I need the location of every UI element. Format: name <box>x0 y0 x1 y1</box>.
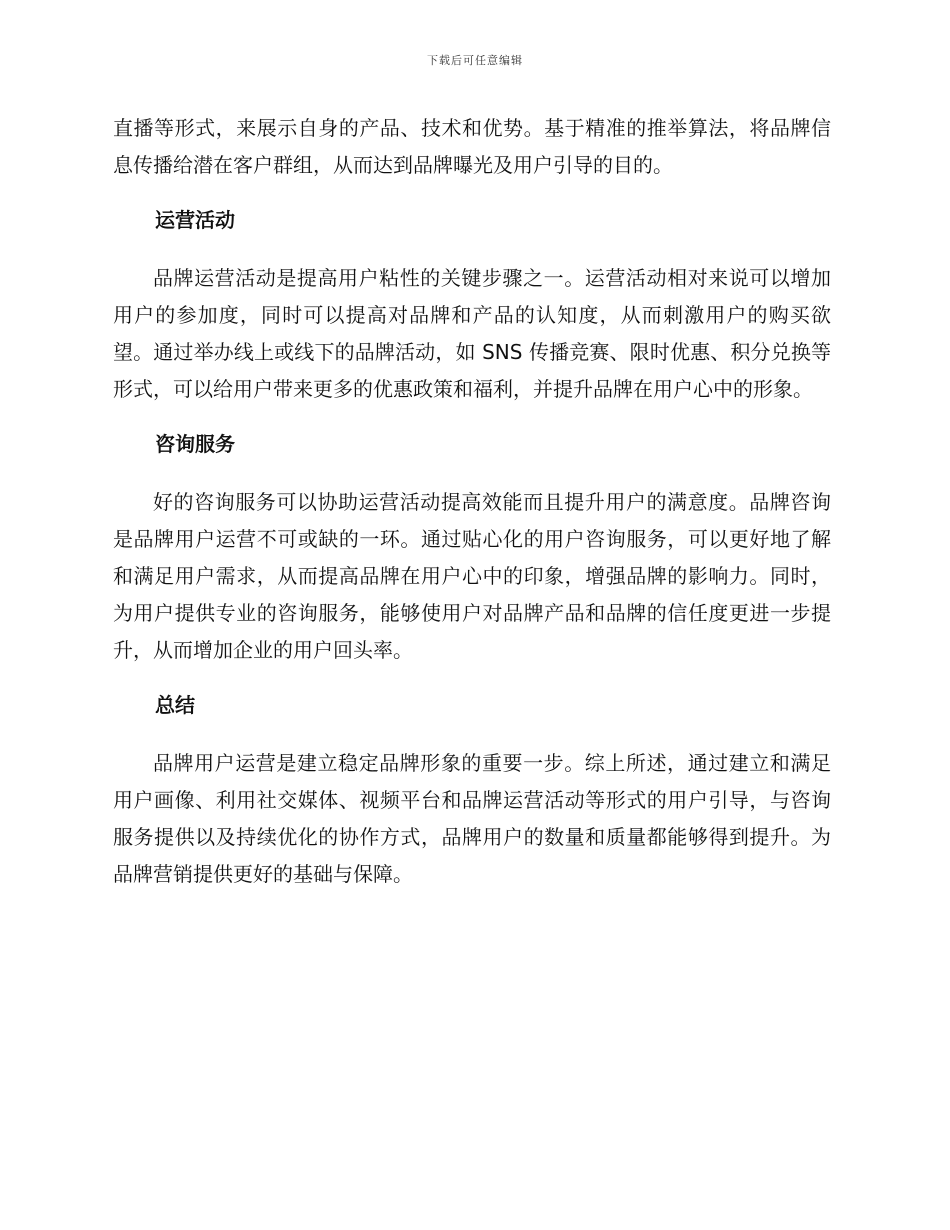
document-body <box>113 110 831 893</box>
consulting-paragraph: 好的咨询服务可以协助运营活动提高效能而且提升用户的满意度。品牌咨询是品牌用户运营不可或缺的一环。通过贴心化的用户咨询服务，可以更好地了解和满足用户需求，从而提高品牌在用户心中的印象，增强品牌的影响力。同时，为用户提供专业的咨询服务，能够使用户对品牌产品和品牌的信任度更进一步提升，从而增加企业的用户回头率。 <box>113 490 831 662</box>
spacer <box>113 408 831 426</box>
spacer <box>113 184 831 202</box>
intro-paragraph: 直播等形式，来展示自身的产品、技术和优势。基于精准的推举算法，将品牌信息传播给潜在客户群组，从而达到品牌曝光及用户引导的目的。 <box>113 116 831 177</box>
spacer <box>113 239 831 260</box>
section-heading-operations: 运营活动 <box>155 208 235 232</box>
summary-paragraph: 品牌用户运营是建立稳定品牌形象的重要一步。综上所述，通过建立和满足用户画像、利用社交媒体、视频平台和品牌运营活动等形式的用户引导，与咨询服务提供以及持续优化的协作方式，品牌用户的数量和质量都能够得到提升。为品牌营销提供更好的基础与保障。 <box>113 751 831 886</box>
section-heading-consulting: 咨询服务 <box>155 432 235 456</box>
spacer <box>113 724 831 745</box>
operations-paragraph: 品牌运营活动是提高用户粘性的关键步骤之一。运营活动相对来说可以增加用户的参加度，同时可以提高对品牌和产品的认知度，从而刺激用户的购买欲望。通过举办线上或线下的品牌活动，如 SNS 传播竞赛、限时优惠、积分兑换等形式，可以给用户带来更多的优惠政策和福利，并提升品牌在用户心中的形象。 <box>113 266 831 401</box>
section-heading-summary: 总结 <box>155 693 195 717</box>
page-header: 下载后可任意编辑 <box>427 54 523 67</box>
spacer <box>113 669 831 687</box>
spacer <box>113 463 831 484</box>
